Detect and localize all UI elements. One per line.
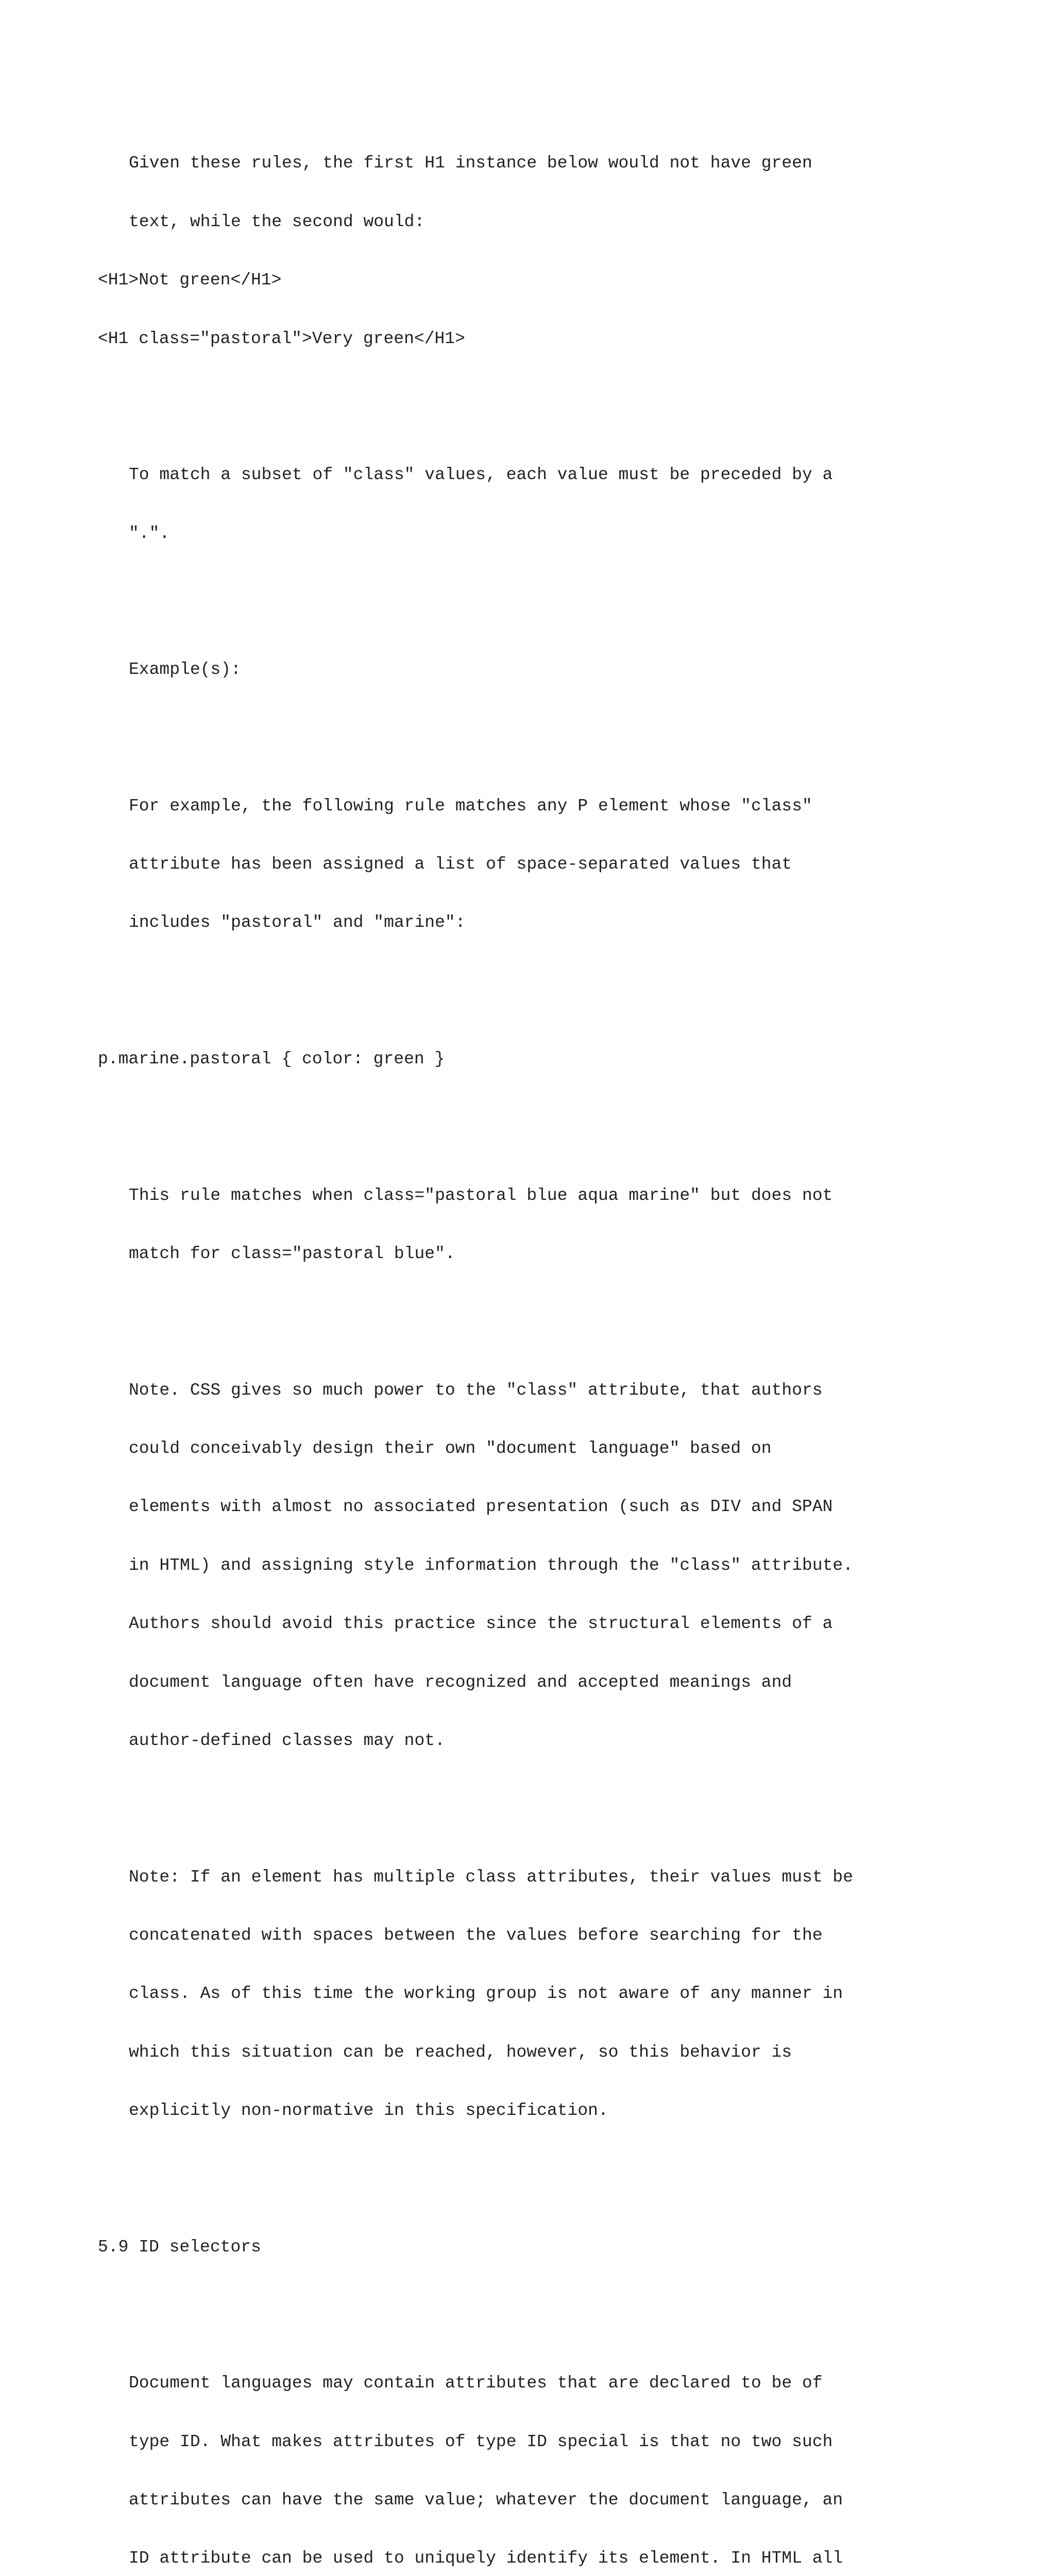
paragraph-line: ID attribute can be used to uniquely identify its element. In HTML all (129, 2549, 843, 2568)
code-line: <H1>Not green</H1> (98, 270, 282, 290)
paragraph-line: includes "pastoral" and "marine": (129, 913, 466, 933)
note-line: explicitly non-normative in this specification. (129, 2101, 608, 2121)
note-line: concatenated with spaces between the values before searching for the (129, 1925, 823, 1945)
note-line: Authors should avoid this practice since the structural elements of a (129, 1614, 833, 1634)
blank-line (98, 1789, 1025, 1809)
example-label: Example(s): (129, 660, 241, 680)
paragraph-line: ".". (129, 523, 170, 543)
paragraph-line: attributes can have the same value; whatever the document language, an (129, 2490, 843, 2510)
paragraph-line: Given these rules, the first H1 instance below would not have green (129, 154, 812, 173)
note-line: elements with almost no associated presentation (such as DIV and SPAN (129, 1497, 833, 1517)
blank-line (98, 2159, 1025, 2179)
blank-line (98, 972, 1025, 991)
note-line: document language often have recognized and accepted meanings and (129, 1672, 792, 1692)
blank-line (98, 387, 1025, 407)
note-line: which this situation can be reached, however, so this behavior is (129, 2042, 792, 2062)
note-line: class. As of this time the working group is not aware of any manner in (129, 1984, 843, 2004)
note-line: could conceivably design their own "document language" based on (129, 1438, 772, 1458)
document-text (98, 95, 1025, 2576)
blank-line (98, 2296, 1025, 2315)
blank-line (98, 1302, 1025, 1322)
paragraph-line: text, while the second would: (129, 212, 425, 231)
code-line: <H1 class="pastoral">Very green</H1> (98, 329, 465, 348)
blank-line (98, 719, 1025, 738)
note-line: in HTML) and assigning style information through the "class" attribute. (129, 1555, 854, 1575)
section-heading: 5.9 ID selectors (98, 2237, 261, 2257)
paragraph-line: For example, the following rule matches any P element whose "class" (129, 796, 812, 816)
paragraph-line: To match a subset of "class" values, each value must be preceded by a (129, 465, 833, 485)
paragraph-line: match for class="pastoral blue". (129, 1244, 455, 1264)
note-line: author-defined classes may not. (129, 1731, 445, 1750)
paragraph-line: Document languages may contain attributes that are declared to be of (129, 2374, 823, 2393)
code-line: p.marine.pastoral { color: green } (98, 1049, 445, 1069)
blank-line (98, 582, 1025, 602)
paragraph-line: attribute has been assigned a list of space-separated values that (129, 855, 792, 874)
note-line: Note: If an element has multiple class attributes, their values must be (129, 1867, 854, 1887)
note-line: Note. CSS gives so much power to the "class" attribute, that authors (129, 1380, 823, 1400)
paragraph-line: This rule matches when class="pastoral blue aqua marine" but does not (129, 1185, 833, 1205)
paragraph-line: type ID. What makes attributes of type ID special is that no two such (129, 2432, 833, 2451)
blank-line (98, 1108, 1025, 1127)
